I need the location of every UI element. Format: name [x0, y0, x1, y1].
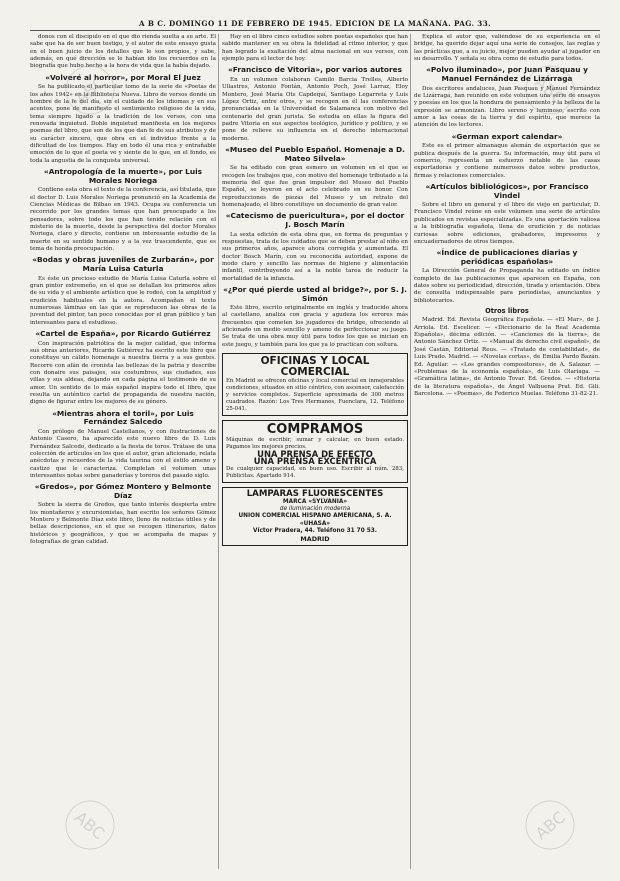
article-title: «Museo del Pueblo Español. Homenaje a D. Mateo Silvela»	[225, 145, 405, 163]
svg-text:ABC: ABC	[71, 807, 109, 844]
ad-lamparas-line2: UNION COMERCIAL HISPANO AMERICANA, S. A. «UHASA»	[238, 513, 392, 527]
article-title: «Polvo iluminado», por Juan Pasquau y Manuel Fernández de Lizárraga	[426, 65, 588, 83]
column-2-intro: Hay en el libro cinco estudios sobre poetas españoles que han sabido mantener en su obra la fidelidad al ritmo interior, y que han logrado la exaltación del alma nacional en sus versos, con ejemplo para el lector de hoy.	[222, 34, 408, 63]
column-divider-2	[410, 34, 411, 869]
article-body: Dos escritores andaluces, Juan Pasquau y Manuel Fernández de Lizárraga, han reunido en este volumen una serie de ensayos y poesías en los que la hondura de pensamiento y la belleza de la expresión se armonizan. Libro sereno y luminoso, escrito con amor a las cosas de la tierra y del espíritu, que merece la atención de los lectores.	[414, 85, 600, 129]
article-body: Se ha editado con gran esmero un volumen en el que se recogen los trabajos que, con motivo del homenaje tributado a la memoria del que fue gran impulsor del Museo del Pueblo Español, se leyeron en el acto celebrado en su honor. Con reproducciones de piezas del Museo y un retrato del homenajeado, el libro constituye un documento de gran valor.	[222, 165, 408, 208]
article-title: «Artículos bibliológicos», por Francisco Vindel	[425, 181, 589, 200]
article-title: «Volveré al horror», por Moral El Juez	[45, 72, 201, 82]
ad-lamparas-title: LAMPARAS FLUORESCENTES	[246, 488, 384, 499]
ad-oficinas	[222, 353, 408, 416]
ad-compramos-body2: De cualquier capacidad, en buen uso. Escribir al núm. 283, Publicitas. Apartado 914.	[226, 465, 404, 479]
article-body: En un volumen colaboran Camilo Barcia Trelles, Alberto Ullastres, Antonio Fontán, Antonio Poch, José Larraz, Eloy Montero, José María Ots Capdequí, Santiago Legarreta y Luis López Ortiz, entre otros, y se recogen en él las conferencias pronunciadas en la Universidad de Salamanca con motivo del centenario del gran jurista. Se estudia en ellas la figura del padre Vitoria en sus aspectos teológico, jurídico y político, y se pone de relieve su influencia en el derecho internacional moderno.	[222, 76, 408, 142]
article-title: «Catecismo de puericultura», por el doctor J. Bosch Marín	[225, 211, 405, 229]
article-body: Este es el primer almanaque alemán de exportación que se publica después de la guerra. Su información, muy útil para el comercio, representa un esfuerzo notable de las casas exportadoras y contiene numerosos datos sobre productos, firmas y relaciones comerciales.	[414, 143, 600, 179]
ad-compramos-title: COMPRAMOS	[266, 422, 364, 438]
ad-lamparas-line1: de iluminación moderna	[279, 505, 351, 512]
ad-compramos-sub: UNA PRENSA DE EFECTO	[257, 448, 373, 459]
ad-lamparas-line3: Víctor Pradera, 44. Teléfono 31 70 53.	[252, 528, 378, 535]
article-title: «Gredos», por Gómez Montero y Belmonte Díaz	[34, 482, 212, 500]
column-1	[30, 34, 216, 869]
column-divider-1	[218, 34, 219, 869]
ad-oficinas-title: OFICINAS Y LOCAL COMERCIAL	[260, 355, 370, 379]
svg-text:ABC: ABC	[531, 807, 569, 844]
article-body: Se ha publicado el particular tomo de la serie de «Poetas de los años 1942» en la Biblioteca Nueva. Libro de versos donde un hombre de la fe del día, sin el cuidado de los idiomas y en sus acentos, pone de manifiesto el sentimiento religioso de la vida, tema siempre ligado a la tradición de los versos, con una renovada inquietud. Doble inquietud manifiesta en los mejores poemas del libro, que son de los que dan fe de sus atributos y de su carácter sincero, que obra en el individuo frente a la dificultad de los tiempos. Hay en todo él una rica y entrañable emoción de lo que el poeta ve y siente de lo que, en el fondo, es toda la angustia de la conquista universal.	[30, 84, 216, 164]
article-title: «Francisco de Vitoria», por varios autores	[227, 65, 403, 75]
header-rule	[30, 30, 600, 31]
article-title: «Antropología de la muerte», por Luis Morales Noriega	[43, 167, 203, 185]
ad-compramos	[222, 420, 408, 482]
article-body: Es éste un precioso estudio de María Luisa Caturla sobre el gran pintor extremeño, en el que se detallan los primeros años de su vida y el ambiente artístico que le rodeó, con la amplitud y erudición habituales en la autora. Acompañan el texto numerosas láminas en las que se reproducen las obras de la juventud del pintor, tan poco conocidas por el gran público y tan interesantes para el estudioso.	[30, 275, 216, 326]
ad-compramos-sub2: UNA PRENSA EXCENTRICA	[253, 456, 377, 467]
ad-compramos-body: Máquinas de escribir, sumar y calcular, en buen estado. Pagamos los mejores precios.	[226, 436, 404, 450]
article-title: «Cartel de España», por Ricardo Gutiérrez	[35, 328, 211, 338]
article-title: «German export calendar»	[451, 131, 563, 141]
column-2	[222, 34, 408, 869]
column-1-intro: donos con el discípulo en el que dio rienda suelta a su arte. Él sabe que ha de ser buen testigo, y el autor de este ensayo gusta en el buen juicio de los detalles que le son propios, y sabe, además, en qué dirección se le habían ido los recuerdos en la biografía que hubo hecho a la hora de vida que la había dejado.	[30, 34, 216, 70]
article-title: «Índice de publicaciones diarias y periódicas españolas»	[436, 248, 578, 266]
article-body: Madrid. Ed. Revista Geográfica Española. — «El Mar», de J. Arriola. Ed. Escelicer. — «Diccionario de la Real Academia Española», décima edición. — «Canciones de la tierra», de Antonio Sánchez Ortiz. — «Manual de derecho civil español», de José Castán, Editorial Reus. — «Tratado de contabilidad», de Luis Prado. Madrid. — «Novelas cortas», de Emilia Pardo Bazán. Ed. Aguilar. — «Los grandes compositores», de A. Salazar. — «Problemas de la economía española», de Luis Olariaga. — «Gramática latina», de Antonio Tovar. Ed. Gredos. — «Historia de la literatura española», de Ángel Valbuena Prat. Ed. Gili. Barcelona. — «Poemas», de Federico Muelas. Teléfono 31-82-21.	[414, 317, 600, 397]
ad-lamparas-brand: MARCA «SYLVANIA»	[282, 498, 348, 505]
article-body: Contiene esta obra el texto de la conferencia, así titulada, que el doctor D. Luis Morales Noriega pronunció en la Academia de Ciencias Médicas de Bilbao en 1943. Ocupa su conferencia un recorrido por los grandes temas que han preocupado a los pensadores, sobre todo los que han tenido relación con el misterio de la muerte, desde la perspectiva del doctor Morales Noriega, claro y directo, contiene un interesante estudio de la muerte en su sentido humano y a la vez trascendente, que es tema de honda preocupación.	[30, 187, 216, 253]
svg-text:ABC: ABC	[71, 72, 109, 109]
column-3-intro: Explica el autor que, valiéndose de su experiencia en el bridge, ha querido dejar aquí una serie de consejos, las reglas y las prácticas que, a su juicio, mejor pueden ayudar al jugador en su desarrollo. Y señala su obra como de estudio para todos.	[414, 34, 600, 63]
article-title: «¿Por qué pierde usted al bridge?», por S. J. Simón	[223, 284, 407, 303]
article-title: Otros libros	[485, 307, 529, 316]
page-header: A B C. DOMINGO 11 DE FEBRERO DE 1945. EDICION DE LA MAÑANA. PAG. 33.	[138, 19, 492, 28]
ad-lamparas	[222, 487, 408, 546]
article-body: Sobre la sierra de Gredos, que tanto interés despierta entre los montañeros y excursionistas, han escrito los señores Gómez Montero y Belmonte Díaz este libro, lleno de noticias útiles y de bellas descripciones, en el que se recogen itinerarios, datos históricos y geográficos, y que se acompaña de mapas y fotografías de gran calidad.	[30, 502, 216, 546]
ad-lamparas-city: MADRID	[300, 534, 330, 543]
article-title: «Bodas y obras juveniles de Zurbarán», por María Luisa Caturla	[32, 255, 214, 273]
article-body: La Dirección General de Propaganda ha editado un índice completo de las publicaciones que aparecen en España, con datos sobre su periodicidad, dirección, tirada y orientación. Obra de consulta indispensable para periodistas, anunciantes y bibliotecarios.	[414, 268, 600, 304]
article-body: Este libro, escrito originalmente en inglés y traducido ahora al castellano, analiza con gracia y agudeza los errores más frecuentes que cometen los jugadores de bridge, ofreciendo al aficionado un medio sencillo y ameno de perfeccionar su juego. Se trata de una obra muy útil para todos los que se inician en este juego, y también para los que ya lo practican con soltura.	[222, 305, 408, 348]
ad-oficinas-body: En Madrid se ofrecen oficinas y local comercial en inmejorables condiciones, situados en sitio céntrico, con ascensor, calefacción y servicios completos. Superficie aproximada de 300 metros cuadrados. Razón: Los Tres Hermanos, Fuenclara, 12. Teléfono 25-041.	[226, 378, 404, 413]
article-body: La sexta edición de esta obra que, en forma de preguntas y respuestas, trata de los cuidados que se deben prestar al niño en sus primeros años, aparece ahora corregida y aumentada. El doctor Bosch Marín, con su reconocida autoridad, expone de modo claro y sencillo las normas de higiene y alimentación infantil, contribuyendo así a la noble tarea de reducir la mortalidad de la infancia.	[222, 231, 408, 282]
article-title: «Mientras ahora el toril», por Luis Fernández Salcedo	[52, 408, 194, 427]
svg-text:ABC: ABC	[531, 72, 569, 109]
article-body: Sobre el libro en general y el libro de viejo en particular, D. Francisco Vindel reúne en este volumen una serie de artículos publicados en revistas especializadas. Es una aportación valiosa a la bibliografía española, llena de erudición y de noticias curiosas sobre ediciones, grabadores, impresores y encuadernadores de otros tiempos.	[414, 202, 600, 245]
column-3	[414, 34, 600, 869]
article-body: Con prólogo de Manuel Castellanos, y con ilustraciones de Antonio Casero, ha aparecido este nuevo libro de D. Luis Fernández Salcedo, dedicado a la fiesta de toros. Trátase de una colección de artículos en los que el autor, gran aficionado, relata anécdotas y recuerdos de la vida taurina con el estilo ameno y castizo que le caracteriza. Completan el volumen unas interesantes notas sobre ganaderías y toreros del pasado siglo.	[30, 428, 216, 479]
article-body: Con inspiración patriótica de la mejor calidad, que informa sus obras anteriores, Ricardo Gutiérrez ha escrito este libro que constituye un cálido homenaje a nuestra tierra y a sus gentes. Recorre con afán de cronista las bellezas de la patria y describe con donaire sus paisajes, sus costumbres, sus ciudades, sus villas y sus aldeas, dejando en cada página el testimonio de su amor. Un sentido de lo más español inspira todo el libro, que resulta un auténtico cartel de propaganda de nuestra nación, digno de figurar entre los mejores de su género.	[30, 340, 216, 406]
